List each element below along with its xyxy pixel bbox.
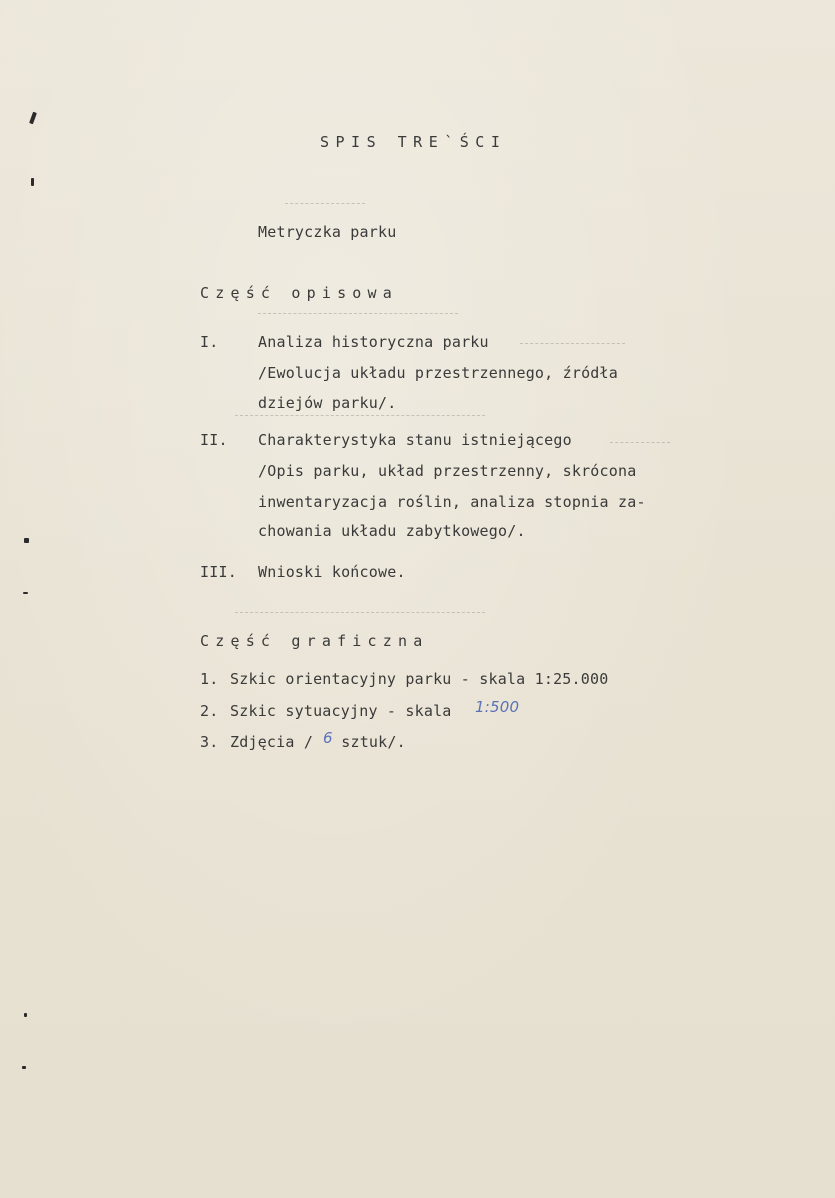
handwritten-count: 6: [323, 729, 333, 747]
metryczka-entry: Metryczka parku: [258, 223, 397, 241]
section-line: Charakterystyka stanu istniejącego: [258, 431, 572, 449]
section-line: chowania układu zabytkowego/.: [258, 522, 526, 540]
margin-mark: [31, 178, 34, 186]
graphic-item-number: 2.: [200, 702, 219, 720]
section-number: III.: [200, 563, 237, 581]
margin-mark: [23, 592, 28, 594]
graphic-item-text: Zdjęcia /: [230, 733, 314, 751]
handwritten-scale: 1:500: [475, 698, 520, 716]
section-line: dziejów parku/.: [258, 394, 397, 412]
margin-mark: [24, 1013, 27, 1017]
guide-rule: [235, 415, 485, 416]
section-line: inwentaryzacja roślin, analiza stopnia za-: [258, 493, 646, 511]
section-line: Wnioski końcowe.: [258, 563, 406, 581]
graphic-item-number: 1.: [200, 670, 219, 688]
margin-mark: [29, 112, 37, 125]
guide-rule: [285, 203, 365, 204]
guide-rule: [610, 442, 670, 443]
part2-heading: Część graficzna: [200, 632, 429, 650]
margin-mark: [24, 538, 29, 543]
section-line: /Ewolucja układu przestrzennego, źródła: [258, 364, 618, 382]
page-title: SPIS TRE`ŚCI: [320, 133, 507, 151]
graphic-item-text: Szkic sytuacyjny - skala: [230, 702, 452, 720]
margin-mark: [22, 1066, 26, 1069]
graphic-item-text: sztuk/.: [332, 733, 406, 751]
section-line: Analiza historyczna parku: [258, 333, 489, 351]
guide-rule: [520, 343, 625, 344]
part1-heading: Część opisowa: [200, 284, 398, 302]
guide-rule: [258, 313, 458, 314]
section-number: I.: [200, 333, 219, 351]
graphic-item-number: 3.: [200, 733, 219, 751]
section-line: /Opis parku, układ przestrzenny, skrócona: [258, 462, 637, 480]
graphic-item-text: Szkic orientacyjny parku - skala 1:25.000: [230, 670, 609, 688]
guide-rule: [235, 612, 485, 613]
section-number: II.: [200, 431, 228, 449]
